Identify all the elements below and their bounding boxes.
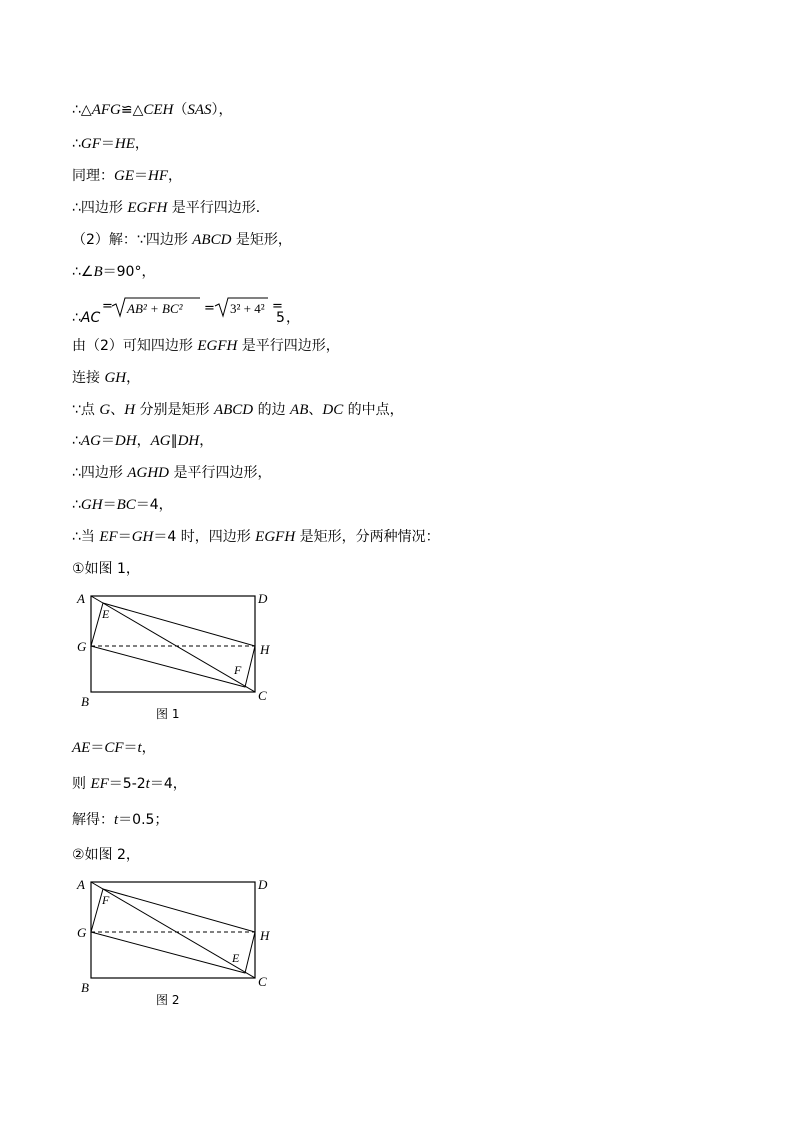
label-g-2: G: [77, 925, 87, 940]
text-run: 解得：: [72, 812, 114, 828]
line-11: [72, 463, 271, 483]
text-run: BC: [116, 497, 136, 513]
text-run: ∴: [72, 433, 81, 449]
line-1: [72, 100, 233, 120]
text-run: ，: [134, 136, 149, 152]
text-run: 、: [308, 402, 323, 418]
text-run: EGFH: [127, 200, 168, 216]
text-run: （2）解：∵四边形: [72, 232, 193, 248]
text-run: CEH: [143, 102, 174, 118]
text-run: 则: [72, 776, 91, 792]
text-run: HE: [114, 136, 135, 152]
line-2: [72, 134, 149, 154]
text-run: ∥: [170, 433, 178, 449]
label-d: D: [258, 591, 268, 606]
text-run: EF: [90, 776, 109, 792]
label-g: G: [77, 639, 87, 654]
text-run: ∴△: [72, 102, 92, 118]
text-run: ＝: [123, 740, 138, 756]
formula-eq3: =: [272, 299, 283, 314]
text-run: ＝: [100, 433, 115, 449]
text-run: ∵点: [72, 402, 100, 418]
text-run: 、: [110, 402, 125, 418]
line-18: [72, 845, 140, 865]
text-run: t: [145, 776, 150, 792]
text-run: ＝: [102, 497, 117, 513]
text-run: ，: [168, 168, 182, 184]
text-run: 的中点，: [343, 402, 404, 418]
text-run: 连接: [72, 370, 105, 386]
text-run: ＝: [134, 168, 148, 184]
line-17: [72, 810, 168, 830]
text-run: ABCD: [192, 232, 232, 248]
text-run: H: [124, 402, 136, 418]
line-4: [72, 198, 270, 218]
label-f: F: [234, 663, 242, 677]
text-run: EGFH: [197, 338, 238, 354]
text-run: AFG: [91, 102, 121, 118]
text-run: ＝: [117, 529, 132, 545]
text-run: 是矩形，分两种情况：: [295, 529, 440, 545]
text-run: t: [137, 740, 142, 756]
label-e-2: E: [232, 951, 240, 965]
line-8: [72, 368, 140, 388]
diagonal-ac-2: [91, 882, 255, 978]
line-6: [72, 262, 155, 282]
text-run: ＝: [100, 136, 115, 152]
label-c-2: C: [258, 974, 267, 989]
text-run: ），: [211, 102, 233, 118]
formula-result: 5: [276, 310, 285, 326]
label-b-2: B: [81, 980, 89, 995]
quad-egfh-2: [91, 889, 255, 973]
figure-1-caption: 图 1: [156, 707, 180, 721]
label-a-2: A: [77, 877, 85, 892]
text-run: HF: [148, 168, 168, 184]
text-run: 的边: [253, 402, 291, 418]
text-run: ，: [136, 433, 151, 449]
text-run: 是平行四边形．: [167, 200, 270, 216]
text-run: AG: [80, 433, 101, 449]
label-h-2: H: [260, 928, 270, 943]
text-run: ∴当: [72, 529, 100, 545]
ac-formula: [72, 294, 332, 328]
label-a: A: [77, 591, 85, 606]
text-run: ，: [141, 740, 156, 756]
text-run: 分别是矩形: [135, 402, 214, 418]
text-run: GH: [80, 497, 103, 513]
label-h: H: [260, 642, 270, 657]
text-run: B: [93, 264, 103, 280]
text-run: 是平行四边形，: [169, 465, 272, 481]
formula-eq2: =: [204, 301, 215, 316]
text-run: ＝: [90, 740, 105, 756]
figure-2-svg: [72, 874, 282, 1014]
label-f-2: F: [102, 893, 110, 907]
text-run: ＝4，: [149, 776, 187, 792]
text-run: CF: [104, 740, 124, 756]
label-c: C: [258, 688, 267, 703]
formula-rad2: 3² + 4²: [230, 301, 265, 316]
text-run: t: [114, 812, 119, 828]
line-7: [72, 336, 340, 356]
text-run: DC: [322, 402, 344, 418]
line-14: [72, 559, 140, 579]
text-run: GF: [80, 136, 101, 152]
formula-rad1: AB² + BC²: [127, 301, 183, 316]
text-run: AGHD: [127, 465, 170, 481]
text-run: GE: [114, 168, 134, 184]
ac-formula-svg: [72, 294, 332, 328]
text-run: ②如图 2，: [72, 847, 140, 863]
line-16: [72, 774, 187, 794]
text-run: ，: [126, 370, 141, 386]
formula-tail: ，: [286, 310, 300, 326]
line-15: [72, 738, 156, 758]
text-run: ∴四边形: [72, 200, 128, 216]
text-run: ＝0.5；: [118, 812, 169, 828]
label-b: B: [81, 694, 89, 709]
label-d-2: D: [258, 877, 268, 892]
line-13: [72, 527, 440, 547]
line-5: [72, 230, 292, 250]
text-run: 由（2）可知四边形: [72, 338, 198, 354]
label-e: E: [102, 607, 110, 621]
text-run: AE: [72, 740, 91, 756]
formula-lhs: ∴AC: [72, 310, 101, 326]
text-run: GH: [131, 529, 154, 545]
text-run: ，: [199, 433, 214, 449]
text-run: 同理：: [72, 168, 114, 184]
text-run: 是矩形，: [231, 232, 292, 248]
line-9: [72, 400, 404, 420]
text-run: ≌△: [120, 102, 144, 118]
figure-1-svg: [72, 588, 282, 728]
text-run: ∴: [72, 136, 81, 152]
text-run: G: [99, 402, 111, 418]
formula-eq1: =: [102, 299, 113, 314]
text-run: EF: [99, 529, 118, 545]
text-run: ＝4 时，四边形: [153, 529, 256, 545]
text-run: ∴四边形: [72, 465, 128, 481]
text-run: ∴∠: [72, 264, 94, 280]
text-run: AB: [290, 402, 309, 418]
text-run: DH: [114, 433, 137, 449]
text-run: SAS: [187, 102, 212, 118]
figure-2-caption: 图 2: [156, 993, 180, 1007]
text-run: ∴: [72, 497, 81, 513]
text-run: ＝90°，: [102, 264, 156, 280]
text-run: （: [173, 102, 188, 118]
text-run: DH: [177, 433, 200, 449]
text-run: EGFH: [255, 529, 296, 545]
text-run: ①如图 1，: [72, 561, 140, 577]
diagonal-ac: [91, 596, 255, 692]
text-run: 是平行四边形，: [237, 338, 340, 354]
quad-egfh: [91, 603, 255, 687]
text-run: ＝4，: [135, 497, 173, 513]
text-run: GH: [104, 370, 127, 386]
figure-1: [72, 588, 282, 728]
line-12: [72, 495, 173, 515]
figure-2: [72, 874, 282, 1014]
line-10: [72, 431, 213, 451]
line-3: [72, 166, 182, 186]
text-run: ＝5-2: [108, 776, 146, 792]
text-run: ABCD: [213, 402, 254, 418]
text-run: AG: [150, 433, 171, 449]
